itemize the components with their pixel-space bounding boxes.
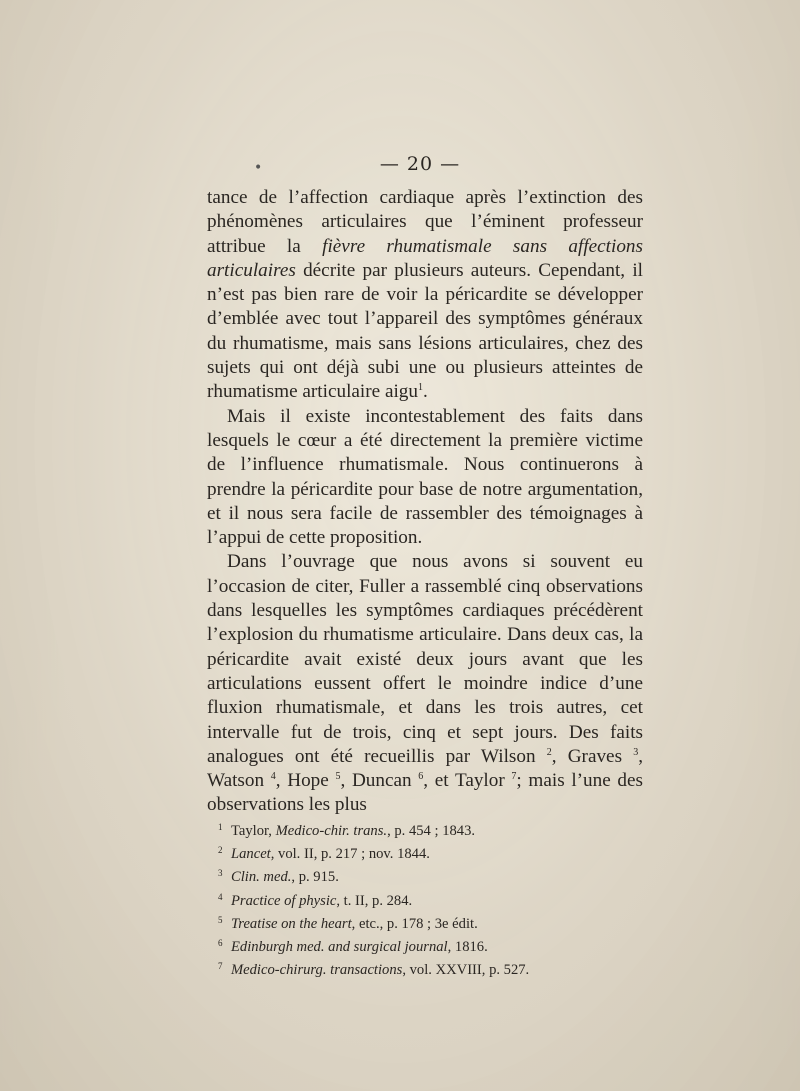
footnote [218,888,638,911]
text-segment: . [422,381,428,403]
text-segment: , Hope [275,770,336,792]
text-segment: , p. 915. [291,869,339,886]
footnote-number: 4 [218,891,223,902]
footnote [218,864,638,887]
text-segment: , et Taylor [423,770,512,792]
footnote [218,841,638,864]
ink-speck: • [254,160,263,176]
text-segment: , p. 454 ; 1843. [387,823,476,839]
footnote-number: 6 [218,938,223,949]
body-text [207,186,643,818]
footnote-reference: 6 [418,771,424,783]
text-segment: , Graves [551,745,634,767]
text-segment: , vol. XXVIII, p. 527. [402,962,530,979]
italic-text: Clin. med. [231,869,292,886]
italic-text: Lancet [231,846,271,863]
text-segment: ; mais l’une des observations les plus [207,770,644,816]
footnote [218,934,638,957]
italic-text: Edinburgh med. and surgical journal [231,939,448,956]
page-number: — 20 — [379,153,461,175]
footnote-number: 2 [218,845,223,856]
italic-text: Practice of physic [231,892,337,909]
footnote-reference: 5 [335,771,341,783]
footnote-reference: 1 [417,382,423,394]
text-segment: décrite par plusieurs auteurs. Cependant, il n’est pas bien rare de voir la péricardite se développer d’emblée avec tout l’appareil des symptômes généraux du rhumatisme, mais sans lésions articulaires, chez des sujets qui ont déjà subi une ou plusieurs atteintes de rhumatisme articulaire aigu [207,259,643,403]
italic-text: Treatise on the heart [231,915,352,932]
text-segment: tance de l’affection cardiaque après l’extinction des phénomènes articulaires que l’éminent professeur attribue la [207,187,643,257]
italic-text: Medico-chirurg. transactions [231,962,403,979]
text-segment: , Duncan [340,770,419,792]
text-segment: , Watson [207,745,643,792]
footnote-number: 3 [218,868,223,879]
footnote [218,818,638,841]
text-segment: Taylor, [231,823,276,839]
footnote-number: 7 [218,961,223,972]
paragraph [207,550,643,817]
footnote-number: 5 [218,914,223,925]
text-segment: Dans l’ouvrage que nous avons si souvent eu l’occasion de citer, Fuller a rassemblé cinq observations dans lesquelles les symptômes cardiaques précédèrent l’explosion du rhumatisme articulaire. Dans deux cas, la péricardite avait existé deux jours avant que les articulations eussent offert le moindre indice d’une fluxion rhumatismale, et dans les trois autres, cet intervalle fut de trois, cinq et sept jours. Des faits analogues ont été recueillis par Wilson [207,551,643,767]
italic-text: Medico-chir. trans. [275,823,388,839]
footnote-number: 1 [218,822,223,832]
footnotes [218,818,638,980]
text-segment: , t. II, p. 284. [336,892,413,909]
footnote [218,911,638,934]
paragraph [207,405,643,551]
text-segment: , 1816. [447,939,488,956]
italic-text: fièvre rhumatismale sans affections articulaires [207,235,643,281]
text-segment: , etc., p. 178 ; 3e édit. [351,915,478,932]
paragraph [207,186,643,405]
text-segment: , vol. II, p. 217 ; nov. 1844. [270,846,430,863]
footnote-reference: 2 [546,746,552,758]
footnote-reference: 3 [633,746,639,758]
text-segment: Mais il existe incontestablement des faits dans lesquels le cœur a été directement la première victime de l’influence rhumatismale. Nous continuerons à prendre la péricardite pour base de notre argumentation, et il nous sera facile de rassembler des témoignages à l’appui de cette proposition. [207,405,643,549]
footnote-reference: 4 [270,771,276,783]
footnote [218,957,638,980]
footnote-reference: 7 [511,771,517,783]
